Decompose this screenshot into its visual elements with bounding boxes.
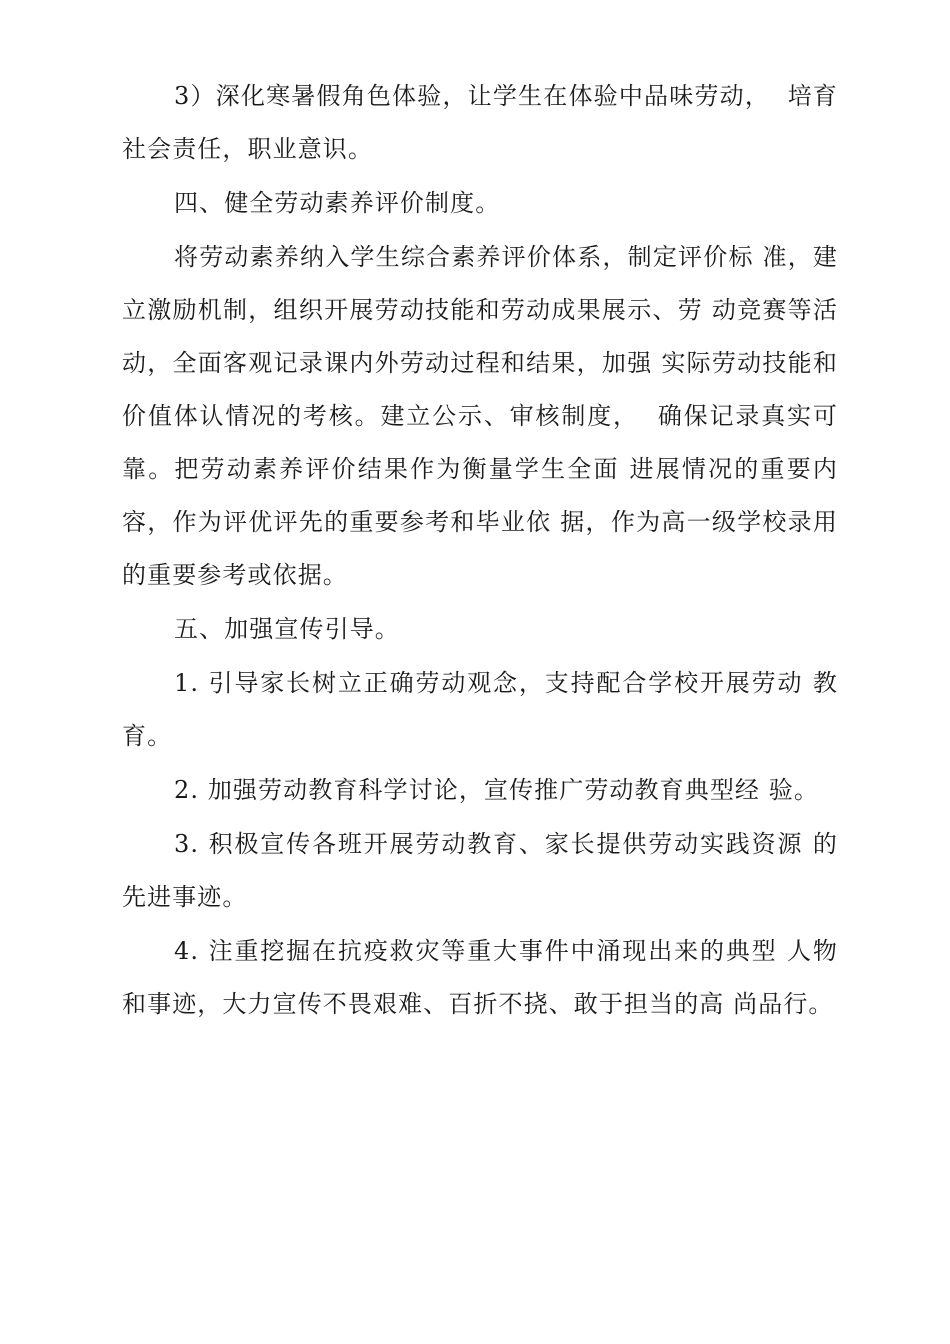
paragraph-labor-evaluation-system: 将劳动素养纳入学生综合素养评价体系，制定评价标 准，建立激励机制，组织开展劳动技能和劳动成果展示、劳 动竞赛等活动，全面客观记录课内外劳动过程和结果，加强 实际劳动技能和价值体认情况的考核。建立公示、审核制度， 确保记录真实可靠。把劳动素养评价结果作为衡量学生全面 进展情况的重要内容，作为评优评先的重要参考和毕业依 据，作为高一级学校录用的重要参考或依据。	[122, 243, 838, 589]
document-page	[122, 70, 838, 1032]
section-heading-labor-evaluation: 四、健全劳动素养评价制度。	[174, 189, 501, 217]
list-item-3-class-achievements: 3. 积极宣传各班开展劳动教育、家长提供劳动实践资源 的先进事迹。	[122, 830, 838, 911]
paragraph-winter-summer-role-experience: 3）深化寒暑假角色体验，让学生在体验中品味劳动， 培育社会责任，职业意识。	[122, 82, 838, 163]
list-item-4-typical-figures: 4. 注重挖掘在抗疫救灾等重大事件中涌现出来的典型 人物和事迹，大力宣传不畏艰难、百折不挠、敢于担当的高 尚品行。	[122, 937, 838, 1018]
list-item-1-guide-parents: 1. 引导家长树立正确劳动观念，支持配合学校开展劳动 教育。	[122, 669, 838, 750]
section-heading-publicity-guidance: 五、加强宣传引导。	[174, 615, 400, 643]
list-item-2-scientific-discussion: 2. 加强劳动教育科学讨论，宣传推广劳动教育典型经 验。	[174, 776, 819, 804]
